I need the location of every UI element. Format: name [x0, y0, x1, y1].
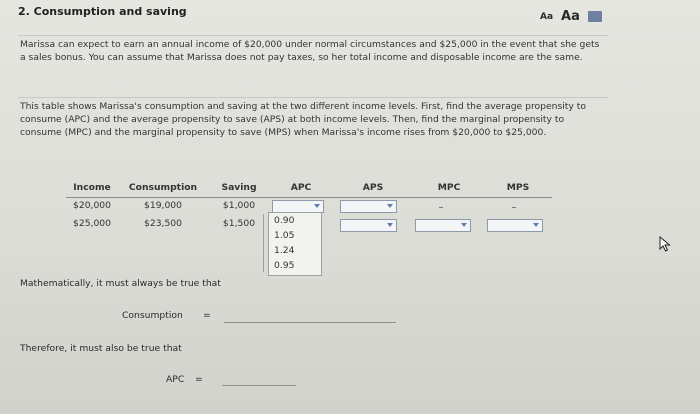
instructions-paragraph: This table shows Marissa's consumption and saving at the two different income levels. First, find the average propensity to consume (APC) and the average propensity to save (APS) at both income levels. Then, find the marginal propensity to consume (MPC) and the marginal propensity to save (MPS) when Marissa's income rises from $20,000 to $25,000. [20, 100, 605, 139]
dropdown-option[interactable]: 1.24 [274, 245, 295, 256]
font-decrease-button[interactable]: Aa [540, 11, 554, 22]
consumption-cell: $23,500 [144, 217, 182, 229]
scenario-paragraph: Marissa can expect to earn an annual income of $20,000 under normal circumstances and $25,000 in the event that she gets a sales bonus. You can assume that Marissa does not pay taxes, so her total income and disposable income are the same. [20, 38, 605, 64]
header-consumption: Consumption [128, 181, 198, 193]
dropdown-option[interactable]: 1.05 [274, 230, 295, 241]
saving-cell: $1,500 [222, 217, 256, 229]
dropdown-indicator-line [263, 214, 264, 272]
font-tools [540, 9, 602, 24]
income-cell: $20,000 [73, 199, 111, 211]
equals-sign: = [195, 374, 203, 385]
aps-20000-dropdown[interactable] [340, 200, 397, 213]
mps-dropdown[interactable] [487, 219, 543, 232]
question-title: 2. Consumption and saving [18, 5, 187, 18]
font-increase-button[interactable]: Aa [561, 9, 580, 24]
header-mps: MPS [506, 181, 530, 193]
chevron-down-icon [314, 204, 320, 208]
mps-placeholder-dash [512, 207, 516, 208]
math-statement: Mathematically, it must always be true that [20, 278, 221, 289]
chevron-down-icon [387, 223, 393, 227]
table-header-row [66, 178, 552, 196]
consumption-cell: $19,000 [144, 199, 182, 211]
header-income: Income [73, 181, 111, 193]
chevron-down-icon [533, 223, 539, 227]
header-saving: Saving [221, 181, 257, 193]
mouse-cursor-icon [659, 236, 671, 252]
consumption-label: Consumption [122, 310, 183, 321]
header-apc: APC [290, 181, 312, 193]
chevron-down-icon [387, 204, 393, 208]
chevron-down-icon [461, 223, 467, 227]
equals-sign: = [203, 310, 211, 321]
saving-cell: $1,000 [222, 199, 256, 211]
aps-25000-dropdown[interactable] [340, 219, 397, 232]
consumption-answer-field[interactable] [224, 322, 396, 323]
income-cell: $25,000 [73, 217, 111, 229]
apc-answer-field[interactable] [222, 385, 296, 386]
therefore-statement: Therefore, it must also be true that [20, 343, 182, 354]
header-aps: APS [362, 181, 384, 193]
mpc-dropdown[interactable] [415, 219, 471, 232]
mpc-placeholder-dash [439, 207, 443, 208]
apc-label: APC [166, 374, 185, 385]
print-icon[interactable] [588, 11, 602, 22]
dropdown-option[interactable]: 0.90 [274, 215, 295, 226]
dropdown-option[interactable]: 0.95 [274, 260, 295, 271]
apc-25000-dropdown-menu[interactable] [268, 212, 322, 276]
table-header-divider [66, 197, 552, 198]
header-mpc: MPC [437, 181, 461, 193]
